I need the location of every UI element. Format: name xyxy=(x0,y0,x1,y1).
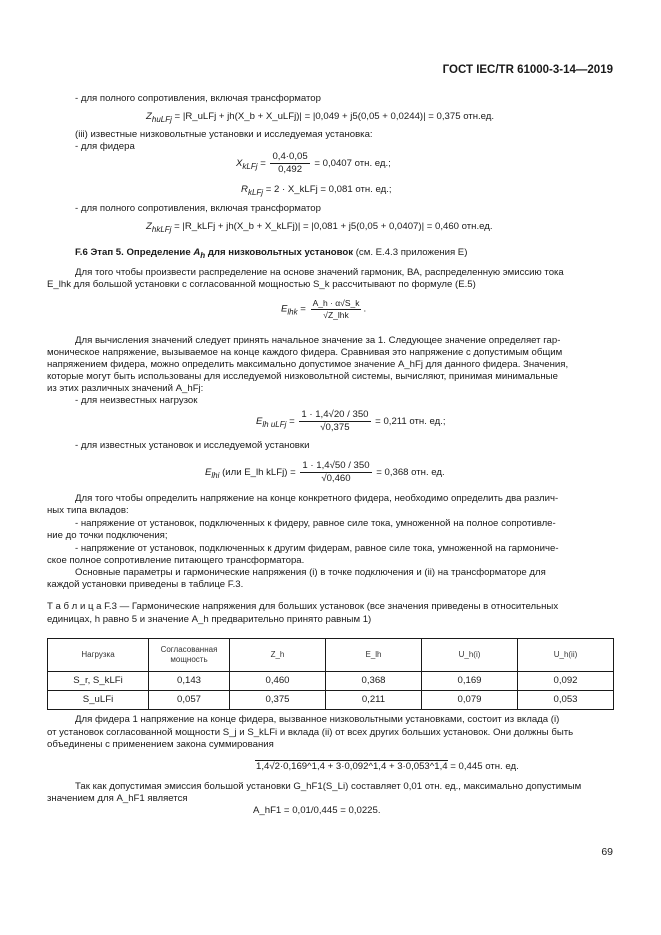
paragraph-line: объединены с применением закона суммирования xyxy=(47,739,274,750)
formula-symbol: E xyxy=(281,303,288,315)
section-title-subscript: h xyxy=(200,250,206,260)
harmonics-table xyxy=(47,638,614,710)
table-header: Z_h xyxy=(230,639,326,672)
paragraph-line: - для известных установок и исследуемой установки xyxy=(75,440,310,451)
paragraph-line: Для того чтобы произвести распределение на основе значений гармоник, ВА, распределенную эмиссию тока xyxy=(75,267,564,278)
paragraph-line: Для фидера 1 напряжение на конце фидера, вызванное низковольтными установками, состоит из вклада (i) xyxy=(75,714,560,725)
table-cell: 0,460 xyxy=(230,672,326,691)
formula-a-hF1: A_hF1 = 0,01/0,445 = 0,0225. xyxy=(253,805,381,816)
formula-fraction xyxy=(311,298,362,320)
formula-fraction xyxy=(299,409,370,434)
formula-subscript: huLFj xyxy=(151,114,172,124)
paragraph-line: Основные параметры и гармонические напряжения (i) в точке подключения и (ii) на трансформаторе для xyxy=(75,567,546,578)
formula-z-huLFj xyxy=(146,111,494,125)
table-cell: 0,368 xyxy=(326,672,422,691)
section-title-reference: (см. Е.4.3 приложения Е) xyxy=(353,247,468,258)
paragraph-line: из этих различных значений A_hFj: xyxy=(47,383,204,394)
formula-x-kLFj: $X_{kLFj}$ = $\frac{0,4\cdot 0,05}{0,492}$ = 0,0407 отн. ед.; xyxy=(236,151,391,175)
table-cell: 0,375 xyxy=(230,691,326,710)
formula-subscript: hkLFj xyxy=(151,224,172,234)
table-cell: 0,169 xyxy=(422,672,518,691)
formula-symbol: E xyxy=(256,416,263,428)
table-row xyxy=(48,672,614,691)
formula-symbol: Z xyxy=(146,221,152,232)
fraction-numerator: 1 · 1,4√20 / 350 xyxy=(301,409,369,420)
table-header-row xyxy=(48,639,614,672)
table-cell: 0,079 xyxy=(422,691,518,710)
section-title-symbol: A xyxy=(193,247,201,258)
formula-body: = 2 · X_kLFj = 0,081 отн. ед.; xyxy=(265,184,392,195)
formula-summation-law xyxy=(255,760,519,773)
formula-subscript: lhk xyxy=(287,307,298,317)
paragraph-line: которые могут быть использованы для исследуемой низковольтной системы, вычисляют, принимая минимальные xyxy=(47,371,558,382)
text-line: - для полного сопротивления, включая трансформатор xyxy=(75,93,321,104)
formula-e-lhk: $E_{lhk}$ = $\frac{A\_h \cdot \alpha√S\_k}{\text{√Z\_lhk}}$ . xyxy=(281,298,367,320)
document-id: ГОСТ IEC/TR 61000-3-14—2019 xyxy=(442,64,613,76)
fraction-denominator: 0,492 xyxy=(278,163,303,175)
text-line: - для фидера xyxy=(75,141,135,152)
formula-fraction xyxy=(300,460,371,485)
formula-symbol: X xyxy=(236,158,243,170)
table-header: E_lh xyxy=(326,639,422,672)
paragraph-line: - напряжение от установок, подключенных к фидеру, равное силе тока, умноженной на полное сопротивле- xyxy=(75,518,556,529)
formula-body: = |R_uLFj + jh(X_b + X_uLFj)| = |0,049 + j5(0,05 + 0,0244)| = 0,375 отн.ед. xyxy=(171,111,495,122)
paragraph-line: ние до точки подключения; xyxy=(47,530,168,541)
table-cell: S_r, S_kLFi xyxy=(48,672,149,691)
fraction-denominator: √Z_lhk xyxy=(323,309,349,320)
formula-alternative: (или E_lh kLFj) xyxy=(222,467,288,479)
table-cell: 0,053 xyxy=(518,691,614,710)
fraction-numerator: 1 · 1,4√50 / 350 xyxy=(302,460,370,471)
formula-e-lhi: $E_{lhi}$ (или E_lh kLFj) = $\frac{1 \cdot 1,4√50 / 350}{√0,460}$ = 0,368 отн. ед. xyxy=(205,460,445,484)
table-header: Согласованная мощность xyxy=(149,639,230,672)
paragraph-line: - напряжение от установок, подключенных к другим фидерам, равное силе тока, умноженной на гармониче- xyxy=(75,543,559,554)
paragraph-line: Для того чтобы определить напряжение на конце конкретного фидера, необходимо определить два различ- xyxy=(75,493,559,504)
formula-e-lh-uLFj: $E_{lh uLFj}$ = $\frac{1 \cdot 1,4√20 / 350}{√0,375}$ = 0,211 отн. ед.; xyxy=(256,409,446,433)
formula-result: = 0,445 отн. ед. xyxy=(450,761,519,772)
text-line: - для полного сопротивления, включая трансформатор xyxy=(75,203,321,214)
paragraph-line: ское полное сопротивление питающего трансформатора. xyxy=(47,555,305,566)
paragraph-line: напряжением фидера, можно определить максимально допустимое значение A_hFj для данного фидера. Значения, xyxy=(47,359,569,370)
paragraph-line: ных типа вкладов: xyxy=(47,505,129,516)
paragraph-line: каждой установки приведены в таблице F.3. xyxy=(47,579,244,590)
table-cell: 0,092 xyxy=(518,672,614,691)
formula-fraction xyxy=(270,151,309,176)
table-cell: 0,057 xyxy=(149,691,230,710)
section-title-prefix: F.6 Этап 5. Определение xyxy=(75,247,194,258)
formula-subscript: lh uLFj xyxy=(262,419,287,429)
formula-subscript: kLFj xyxy=(247,187,264,197)
paragraph-line: Для вычисления значений следует принять начальное значение за 1. Следующее значение определяет гар- xyxy=(75,335,561,346)
fraction-numerator: 0,4·0,05 xyxy=(272,151,308,162)
formula-subscript: kLFj xyxy=(242,161,258,171)
table-cell: S_uLFi xyxy=(48,691,149,710)
table-caption: единицах, h равно 5 и значение A_h предварительно принято равным 1) xyxy=(47,614,372,625)
table-cell: 0,211 xyxy=(326,691,422,710)
table-header: Нагрузка xyxy=(48,639,149,672)
formula-symbol: E xyxy=(205,467,212,479)
table-header: U_h(i) xyxy=(422,639,518,672)
section-title-suffix: для низковольтных установок xyxy=(205,247,354,258)
formula-r-kLFj xyxy=(241,184,392,198)
table-row xyxy=(48,691,614,710)
paragraph-line: - для неизвестных нагрузок xyxy=(75,395,198,406)
formula-symbol: Z xyxy=(146,111,152,122)
table-header: U_h(ii) xyxy=(518,639,614,672)
section-title xyxy=(75,247,467,261)
page-number: 69 xyxy=(601,846,613,858)
formula-body: = |R_kLFj + jh(X_b + X_kLFj)| = |0,081 + j5(0,05 + 0,0407)| = 0,460 отн.ед. xyxy=(171,221,493,232)
table-cell: 0,143 xyxy=(149,672,230,691)
formula-subscript: lhi xyxy=(211,470,220,480)
paragraph-line: моническое напряжение, вызываемое на конце каждого фидера. Сравнивая это напряжение с допустимым общим xyxy=(47,347,563,358)
formula-symbol: R xyxy=(241,184,248,195)
formula-result: = 0,211 отн. ед.; xyxy=(375,416,446,428)
paragraph-line: Так как допустимая эмиссия большой установки G_hF1(S_Li) составляет 0,01 отн. ед., максимально допустимым xyxy=(75,781,582,792)
fraction-denominator: √0,460 xyxy=(321,472,351,484)
text-line: (iii) известные низковольтные установки и исследуемая установка: xyxy=(75,129,373,140)
formula-result: = 0,0407 отн. ед.; xyxy=(314,158,391,170)
fraction-numerator: A_h · α√S_k xyxy=(312,298,360,308)
formula-body: 1,4√2·0,169^1,4 + 3·0,092^1,4 + 3·0,053^1,4 xyxy=(256,761,448,772)
paragraph-line: значением для A_hF1 является xyxy=(47,793,188,804)
paragraph-line: от установок согласованной мощности S_j и S_kLFi и вклада (ii) от всех других больших установок. Они должны быть xyxy=(47,727,574,738)
paragraph-line: E_lhk для большой установки с согласованной мощностью S_k рассчитывают по формуле (Е.5) xyxy=(47,279,476,290)
table-caption: Т а б л и ц а F.3 — Гармонические напряжения для больших установок (все значения приведены в относительных xyxy=(47,601,559,612)
formula-result: = 0,368 отн. ед. xyxy=(376,467,445,479)
formula-z-hkLFj xyxy=(146,221,493,235)
fraction-denominator: √0,375 xyxy=(320,421,350,433)
